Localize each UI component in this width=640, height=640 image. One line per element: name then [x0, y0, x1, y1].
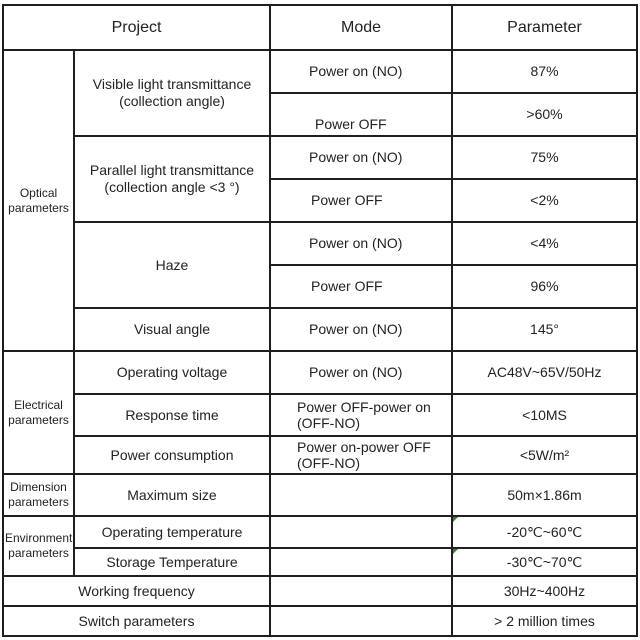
item-power-consumption: Power consumption: [74, 436, 270, 474]
value-cell: >60%: [452, 93, 637, 136]
value-cell: 145°: [452, 308, 637, 351]
item-storage-temperature: Storage Temperature: [74, 548, 270, 576]
value-cell: <5W/m²: [452, 436, 637, 474]
table-row: [3, 222, 637, 265]
value-cell: <10MS: [452, 394, 637, 436]
mode-cell: [270, 516, 452, 548]
item-haze: Haze: [74, 222, 270, 308]
header-parameter: Parameter: [452, 5, 637, 50]
category-environment: Environment parameters: [3, 516, 74, 576]
category-optical: Optical parameters: [3, 50, 74, 351]
item-response-time: Response time: [74, 394, 270, 436]
item-switch-parameters: Switch parameters: [3, 606, 270, 636]
mode-cell: [270, 548, 452, 576]
category-electrical: Electrical parameters: [3, 351, 74, 474]
mode-cell: Power OFF-power on (OFF-NO): [270, 394, 452, 436]
mode-cell: Power OFF: [270, 179, 452, 222]
mode-cell: Power on-power OFF (OFF-NO): [270, 436, 452, 474]
value-cell: > 2 million times: [452, 606, 637, 636]
mode-cell: Power OFF: [270, 265, 452, 308]
item-parallel-light-transmittance: Parallel light transmittance (collection angle <3 °): [74, 136, 270, 222]
table-row: [3, 548, 637, 576]
mode-cell: [270, 576, 452, 606]
value-cell: -30℃~70℃: [452, 548, 637, 576]
value-cell: 96%: [452, 265, 637, 308]
table-row: [3, 576, 637, 606]
header-mode: Mode: [270, 5, 452, 50]
item-visible-light-transmittance: Visible light transmittance (collection angle): [74, 50, 270, 136]
parameter-table: [2, 4, 638, 637]
mode-cell: [270, 474, 452, 516]
value-cell: <4%: [452, 222, 637, 265]
mode-cell: [270, 606, 452, 636]
value-cell: 30Hz~400Hz: [452, 576, 637, 606]
value-cell: AC48V~65V/50Hz: [452, 351, 637, 394]
item-maximum-size: Maximum size: [74, 474, 270, 516]
value-cell: 50m×1.86m: [452, 474, 637, 516]
mode-cell: Power on (NO): [270, 351, 452, 394]
mode-cell: Power on (NO): [270, 136, 452, 179]
value-cell: 75%: [452, 136, 637, 179]
mode-cell: Power OFF: [270, 93, 452, 136]
table-row: [3, 606, 637, 636]
item-operating-voltage: Operating voltage: [74, 351, 270, 394]
table-row: [3, 50, 637, 93]
table-row: [3, 351, 637, 394]
table-row: [3, 474, 637, 516]
header-project: Project: [3, 5, 270, 50]
item-visual-angle: Visual angle: [74, 308, 270, 351]
value-cell: -20℃~60℃: [452, 516, 637, 548]
mode-cell: Power on (NO): [270, 222, 452, 265]
header-row: [3, 5, 637, 50]
table-row: [3, 308, 637, 351]
table-row: [3, 394, 637, 436]
value-cell: 87%: [452, 50, 637, 93]
item-operating-temperature: Operating temperature: [74, 516, 270, 548]
table-row: [3, 516, 637, 548]
table-row: [3, 136, 637, 179]
table-row: [3, 436, 637, 474]
value-cell: <2%: [452, 179, 637, 222]
item-working-frequency: Working frequency: [3, 576, 270, 606]
category-dimension: Dimension parameters: [3, 474, 74, 516]
mode-cell: Power on (NO): [270, 50, 452, 93]
mode-cell: Power on (NO): [270, 308, 452, 351]
